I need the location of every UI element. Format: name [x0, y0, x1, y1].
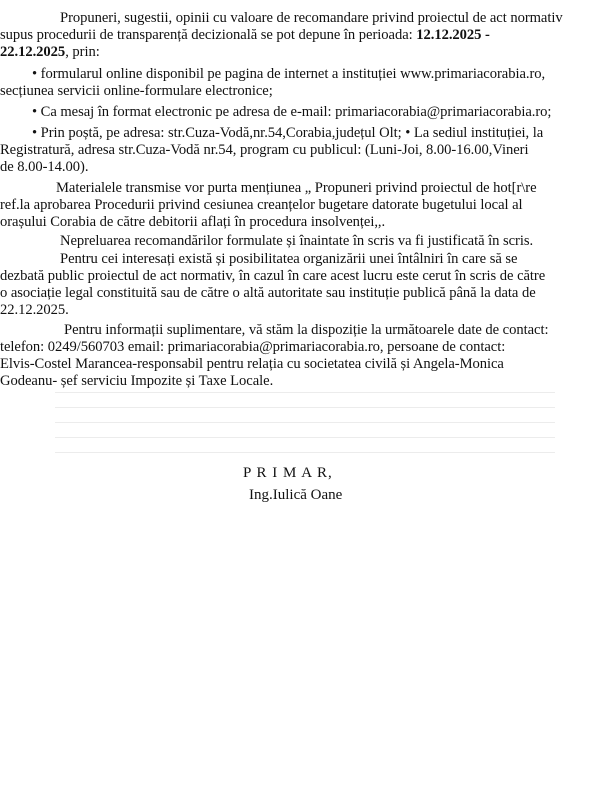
para5-line2: telefon: 0249/560703 email: primariacorabia@primariacorabia.ro, persoane de contact: [0, 339, 506, 355]
bullet3-line2: Registratură, adresa str.Cuza-Vodă nr.54, program cu publicul: (Luni-Joi, 8.00-16.00,Vineri [0, 142, 529, 158]
bullet3-line1: • Prin poștă, pe adresa: str.Cuza-Vodă,nr.54,Corabia,județul Olt; • La sediul instituției, la [32, 125, 544, 141]
bullet1-line2: secțiunea servicii online-formulare electronice; [0, 83, 273, 99]
para1-line2 [0, 27, 490, 44]
signature-name: Ing.Iulică Oane [249, 487, 343, 503]
para1-line1: Propuneri, sugestii, opinii cu valoare de recomandare privind proiectul de act normativ [60, 10, 563, 26]
para3-line1: Nepreluarea recomandărilor formulate și înaintate în scris va fi justificată în scris. [60, 233, 534, 249]
para5-line1: Pentru informații suplimentare, vă stăm la dispoziție la următoarele date de contact: [64, 322, 549, 338]
para4-line2: dezbată public proiectul de act normativ, în cazul în care acest lucru este cerut în scris de către [0, 268, 546, 284]
faint-show-through-text [55, 392, 555, 472]
bullet1-line1: • formularul online disponibil pe pagina de internet a instituției www.primariacorabia.ro, [32, 66, 546, 82]
para4-line3: o asociație legal constituită sau de către o altă autoritate sau instituție publică până la data de [0, 285, 536, 301]
para1-line3-text: , prin: [65, 44, 100, 60]
para1-line2-text: supus procedurii de transparență decizională se pot depune în perioada: [0, 27, 417, 43]
period-start-date: 12.12.2025 - [416, 27, 490, 43]
para2-line3: orașului Corabia de către debitorii aflați în procedura insolvenței,,. [0, 214, 386, 230]
para4-line1: Pentru cei interesați există și posibilitatea organizării unei întâlniri în care să se [60, 251, 518, 267]
para5-line4: Godeanu- șef serviciu Impozite și Taxe Locale. [0, 373, 274, 389]
period-end-date: 22.12.2025 [0, 44, 66, 60]
signature-title: P R I M A R, [243, 465, 333, 481]
para2-line1: Materialele transmise vor purta mențiunea „ Propuneri privind proiectul de hot[r\re [56, 180, 537, 196]
para1-line3 [0, 44, 100, 61]
bullet3-line3: de 8.00-14.00). [0, 159, 89, 175]
para5-line3: Elvis-Costel Marancea-responsabil pentru relația cu societatea civilă și Angela-Monica [0, 356, 504, 372]
para2-line2: ref.la aprobarea Procedurii privind cesiunea creanțelor bugetare datorate bugetului local al [0, 197, 523, 213]
para4-line4: 22.12.2025. [0, 302, 69, 318]
bullet2-line1: • Ca mesaj în format electronic pe adresa de e-mail: primariacorabia@primariacorabia.ro; [32, 104, 552, 120]
